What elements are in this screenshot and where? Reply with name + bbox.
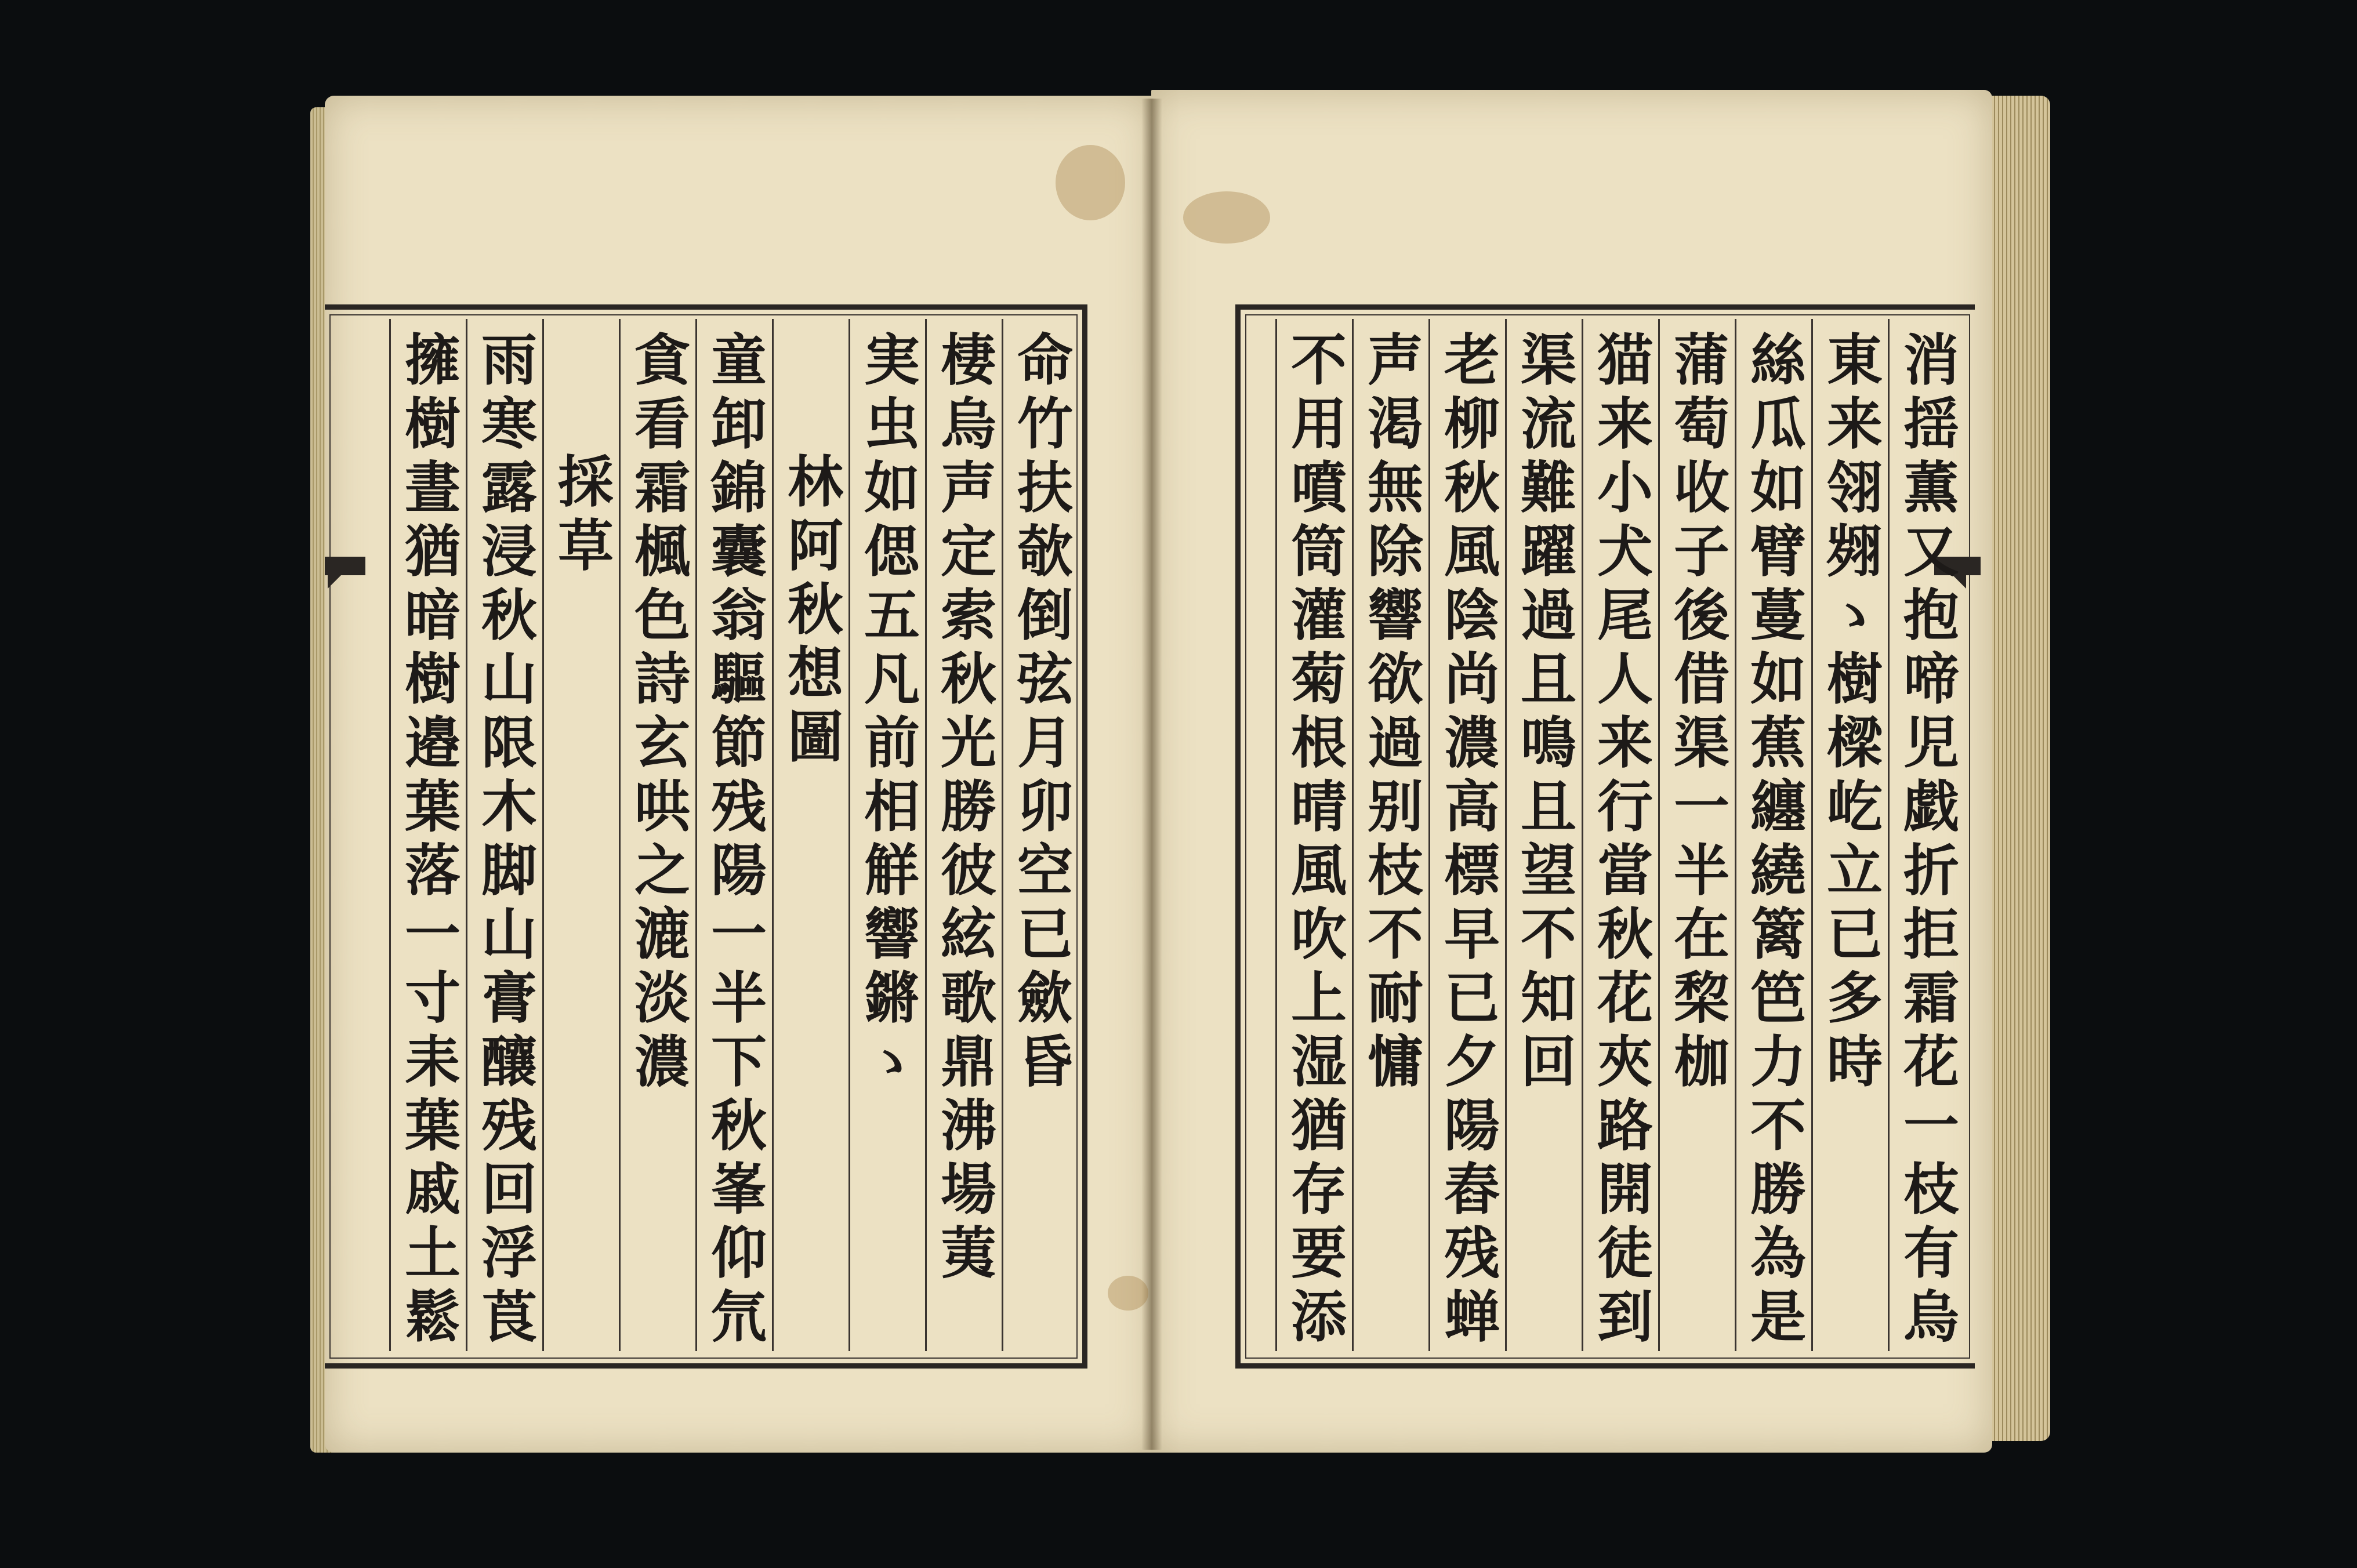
- column-text: 雨寒露浸秋山限木脚山膏釀残回浮莨: [472, 331, 538, 1351]
- paper-stain: [1183, 191, 1270, 244]
- text-column: [389, 319, 466, 1351]
- text-column: [466, 319, 542, 1351]
- book-gutter: [1141, 99, 1162, 1450]
- column-text: 採草: [549, 452, 615, 580]
- column-text: 実虫如偲五凡前相觧響鏘ゝ: [855, 331, 921, 1096]
- text-column: [1275, 319, 1352, 1351]
- text-column: [1582, 319, 1658, 1351]
- text-column: [619, 319, 695, 1351]
- text-column: [695, 319, 772, 1351]
- column-text: 林阿秋想圖: [778, 452, 844, 771]
- text-column: [1352, 319, 1428, 1351]
- text-column: [1002, 319, 1078, 1351]
- column-text: 童卸錦囊翁驅節残陽一半下秋峯仰氘: [702, 331, 768, 1351]
- column-text: 渠流難躍過且鳴且望不知回: [1511, 331, 1578, 1096]
- text-column: [1505, 319, 1582, 1351]
- text-column: [848, 319, 925, 1351]
- column-text: 老柳秋風陰尚濃高標早已夕陽舂残蝉: [1435, 331, 1501, 1351]
- text-column: [1735, 319, 1811, 1351]
- column-text: 猫来小犬尾人来行當秋花夾路開徒到: [1588, 331, 1654, 1351]
- text-column: [1658, 319, 1735, 1351]
- column-text: 棲烏声定索秋光勝彼絃歌鼎沸場荑: [931, 331, 998, 1287]
- column-text: 蒲萄收子後借渠一半在棃枷: [1665, 331, 1731, 1096]
- column-text: 不用噴筒灌菊根晴風吹上湿猶存要添: [1282, 331, 1348, 1351]
- column-text: 声渇無除響欲過别枝不耐慵: [1358, 331, 1424, 1096]
- text-column: [772, 319, 848, 1351]
- text-column: [925, 319, 1002, 1351]
- text-column: [542, 319, 619, 1351]
- text-column: [1428, 319, 1505, 1351]
- column-text: 東来翎翙ゝ樹樑屹立已多時: [1818, 331, 1884, 1096]
- paper-stain: [1108, 1276, 1148, 1311]
- text-column: [1888, 319, 1964, 1351]
- column-text: 擁樹晝猶暗樹邉葉落一寸耒葉戚土鬆: [396, 331, 462, 1351]
- text-column: [1811, 319, 1888, 1351]
- column-text: 絲瓜如臂蔓如蕉纏繞篱笆力不勝為是: [1741, 331, 1807, 1351]
- column-text: 命竹扶欹倒弦月卯空已歛昏: [1008, 331, 1074, 1096]
- column-text: 消揺薫又抱啼児戯折拒霜花一枝有烏: [1894, 331, 1960, 1351]
- fishtail-marker-left: [328, 557, 360, 589]
- column-text: 貪看霜楓色詩玄哄之漉淡濃: [625, 331, 691, 1096]
- paper-stain: [1056, 145, 1125, 220]
